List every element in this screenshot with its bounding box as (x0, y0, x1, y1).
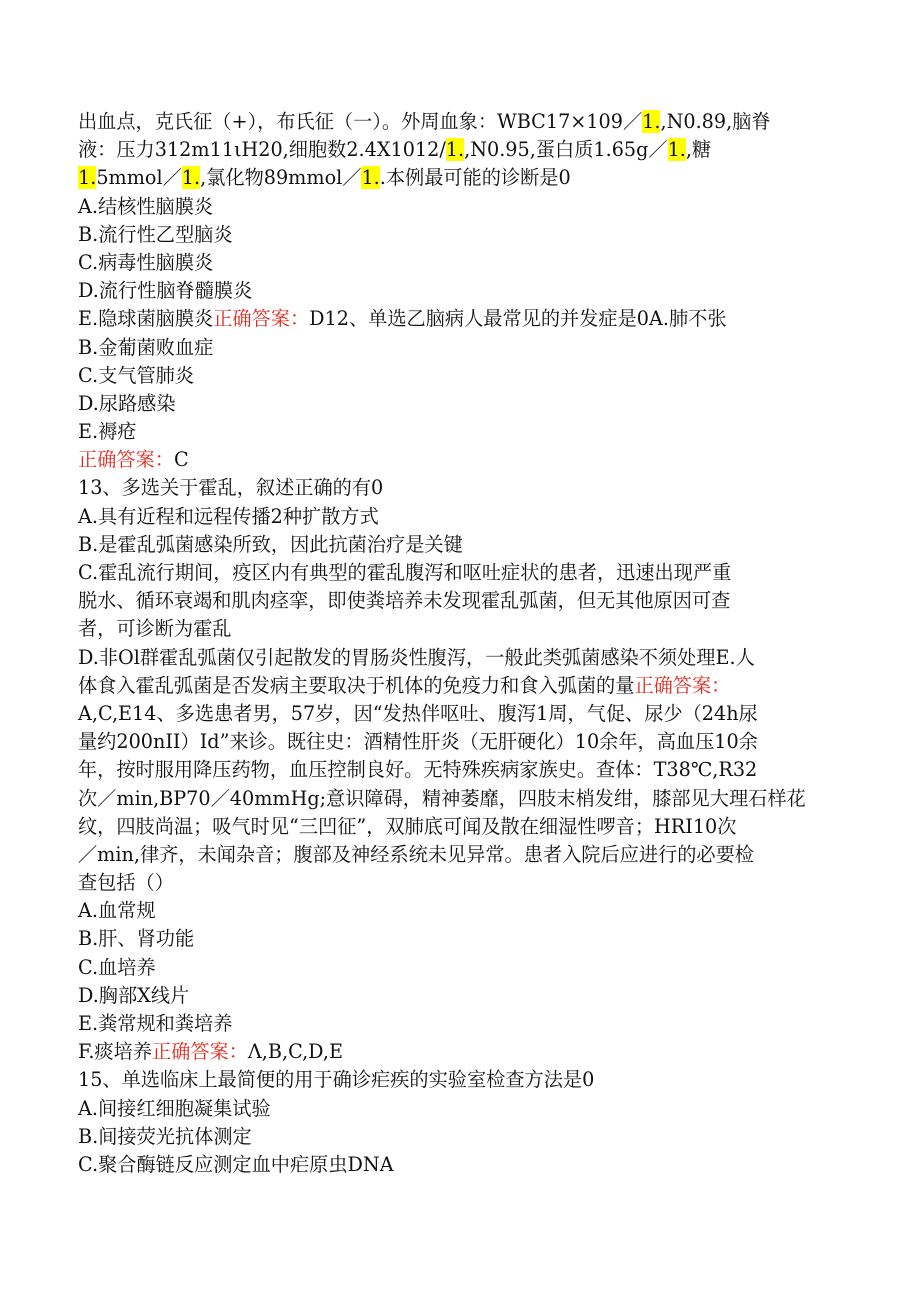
text-line (78, 418, 848, 446)
text-segment: 5mmol／ (96, 166, 182, 190)
text-line (78, 700, 848, 728)
text-line (78, 559, 848, 587)
text-segment: B.金葡菌败血症 (78, 335, 214, 359)
text-segment: C.病毒性脑膜炎 (78, 250, 214, 274)
text-line (78, 1010, 848, 1038)
text-segment: B.是霍乱弧菌感染所致，因此抗菌治疗是关键 (78, 532, 463, 556)
text-line (78, 390, 848, 418)
text-line (78, 644, 848, 672)
text-segment: A,C,E14、多选患者男，57岁，因“发热伴呕吐、腹泻1周，气促、尿少（24h尿 (78, 701, 758, 725)
text-segment: 15、单选临床上最简便的用于确诊疟疾的实验室检查方法是0 (78, 1068, 595, 1092)
text-segment: B.肝、肾功能 (78, 927, 195, 951)
document-body (78, 108, 848, 1179)
text-line (78, 841, 848, 869)
answer-label: 正确答案： (213, 307, 310, 331)
text-segment: D.流行性脑脊髓膜炎 (78, 279, 253, 303)
answer-label: 正确答案： (78, 448, 174, 472)
answer-label: 正确答案： (151, 1040, 248, 1064)
text-line (78, 503, 848, 531)
text-segment: 出血点，克氏征（+），布氏征（一）。外周血象：WBC17×109／ (78, 110, 643, 133)
highlighted-text: 1. (78, 166, 97, 190)
text-segment: 年，按时服用降压药物，血压控制良好。无特殊疾病家族史。查体：T38℃,R32 (78, 758, 758, 782)
text-segment: 纹，四肢尚温；吸气时见“三凹征”，双肺底可闻及散在细湿性啰音；HRI10次 (78, 814, 737, 838)
text-line (78, 587, 848, 615)
text-line (78, 531, 848, 559)
text-segment: ,糖 (685, 138, 712, 162)
text-segment: 查包括（） (78, 871, 174, 895)
text-segment: .本例最可能的诊断是0 (379, 166, 571, 190)
text-line (78, 982, 848, 1010)
text-line (78, 334, 848, 362)
text-segment: 体食入霍乱弧菌是否发病主要取决于机体的免疫力和食入弧菌的量 (78, 673, 635, 697)
text-line (78, 897, 848, 925)
text-line (78, 925, 848, 953)
text-segment: D.非Ol群霍乱弧菌仅引起散发的胃肠炎性腹泻，一般此类弧菌感染不须处理E.人 (78, 645, 755, 669)
highlighted-text: 1. (642, 110, 661, 133)
text-line (78, 193, 848, 221)
highlighted-text: 1. (181, 166, 201, 190)
text-segment: ,氯化物89mmol／ (200, 166, 362, 190)
text-segment: A.间接红细胞凝集试验 (78, 1096, 271, 1120)
text-segment: D12、单选乙脑病人最常见的并发症是0A.肺不张 (309, 307, 727, 331)
text-line (78, 164, 848, 192)
text-line (78, 728, 848, 756)
text-segment: 脱水、循环衰竭和肌肉痉挛，即使粪培养未发现霍乱弧菌，但无其他原因可查 (78, 589, 731, 613)
text-segment: E.隐球菌脑膜炎 (78, 307, 214, 331)
text-line (78, 277, 848, 305)
text-segment: A.结核性脑膜炎 (78, 194, 214, 218)
text-segment: ／min,律齐，未闻杂音；腹部及神经系统未见异常。患者入院后应进行的必要检 (78, 842, 754, 866)
text-line (78, 446, 848, 474)
text-line (78, 1066, 848, 1094)
text-segment: C (173, 448, 189, 472)
text-line (78, 362, 848, 390)
text-line (78, 136, 848, 164)
text-segment: 次／min,BP70／40mmHg;意识障碍，精神萎靡，四肢末梢发绀，膝部见大理石样花 (78, 786, 806, 810)
text-segment: D.尿路感染 (78, 391, 176, 415)
text-line (78, 672, 848, 700)
text-line (78, 305, 848, 333)
text-segment: 量约200nII）Id”来诊。既往史：酒精性肝炎（无肝硬化）10余年，高血压10余 (78, 730, 758, 754)
highlighted-text: 1. (445, 138, 465, 162)
answer-label: 正确答案： (634, 673, 731, 697)
text-line (78, 813, 848, 841)
text-segment: C.支气管肺炎 (78, 363, 195, 387)
text-line (78, 108, 848, 136)
text-line (78, 1123, 848, 1151)
text-segment: 者，可诊断为霍乱 (78, 617, 232, 641)
text-line (78, 221, 848, 249)
text-line (78, 1095, 848, 1123)
text-segment: C.血培养 (78, 955, 156, 979)
text-segment: ,N0.89,脑脊 (660, 110, 771, 133)
text-segment: 13、多选关于霍乱，叙述正确的有0 (78, 476, 384, 500)
text-line (78, 756, 848, 784)
text-segment: A.血常规 (78, 899, 156, 923)
text-segment: B.流行性乙型脑炎 (78, 222, 233, 246)
text-segment: Λ,B,C,D,E (247, 1040, 343, 1064)
text-segment: A.具有近程和远程传播2种扩散方式 (78, 504, 379, 528)
text-line (78, 785, 848, 813)
highlighted-text: 1. (667, 138, 686, 162)
text-segment: E.褥疮 (78, 420, 137, 444)
text-segment: 液：压力312m11ιH20,细胞数2.4X1012/ (78, 138, 446, 162)
highlighted-text: 1. (361, 166, 380, 190)
text-line (78, 1151, 848, 1179)
text-segment: D.胸部X线片 (78, 983, 190, 1007)
text-segment: C.霍乱流行期间，疫区内有典型的霍乱腹泻和呕吐症状的患者，迅速出现严重 (78, 561, 732, 584)
text-line (78, 615, 848, 643)
text-segment: C.聚合酶链反应测定血中疟原虫DNA (78, 1152, 394, 1176)
text-line (78, 954, 848, 982)
text-line (78, 474, 848, 502)
text-segment: F.痰培养 (78, 1040, 152, 1064)
text-line (78, 869, 848, 897)
text-segment: ,N0.95,蛋白质1.65g／ (464, 138, 668, 162)
text-segment: E.粪常规和粪培养 (78, 1012, 233, 1035)
text-line (78, 249, 848, 277)
text-segment: B.间接荧光抗体测定 (78, 1124, 252, 1148)
text-line (78, 1038, 848, 1066)
